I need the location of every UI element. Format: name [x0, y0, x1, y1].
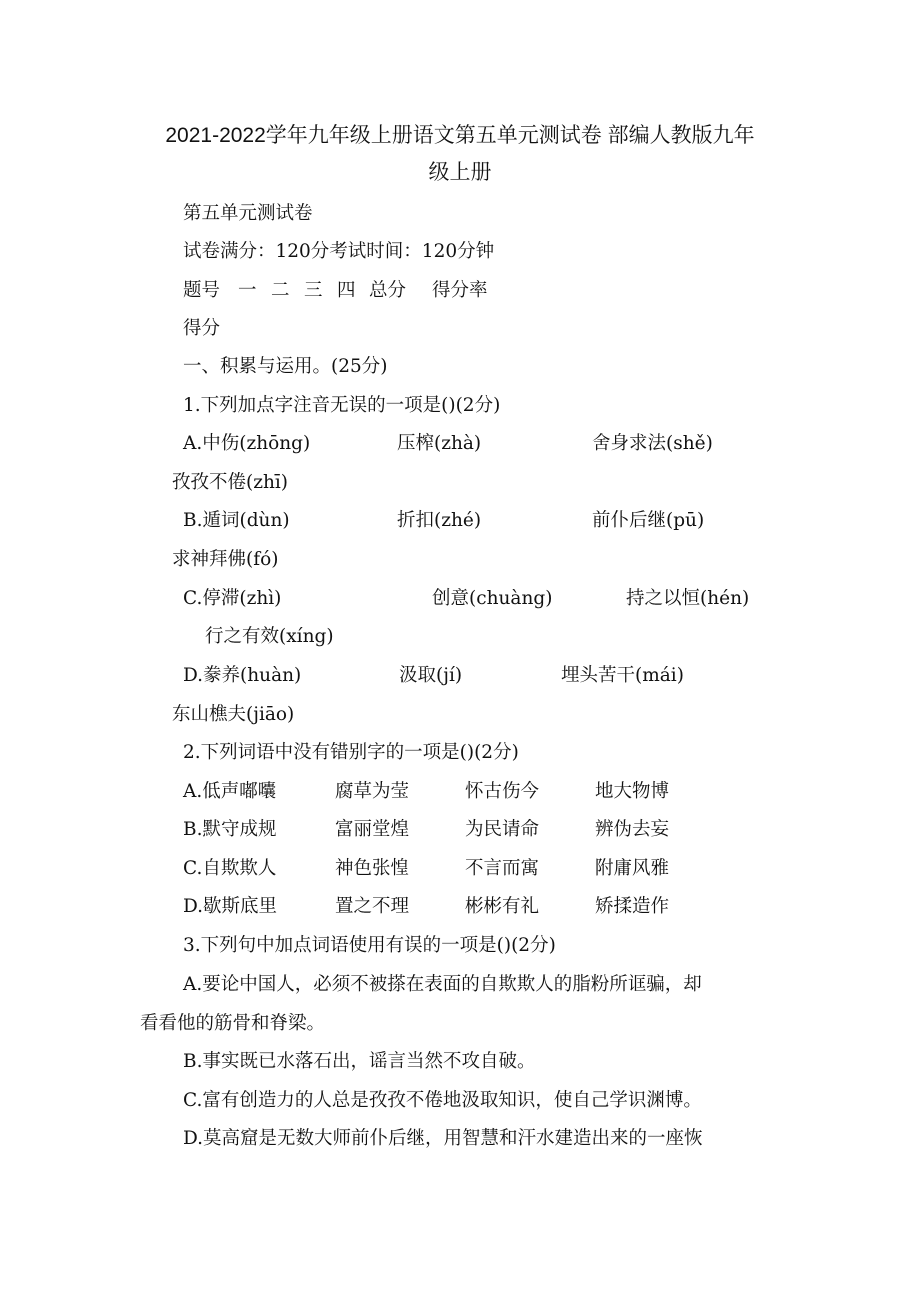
question-1-option-a — [183, 430, 783, 458]
section-1-heading: 一、积累与运用。(25分) — [183, 356, 388, 377]
option-item: 压榨(zhà) — [397, 433, 482, 454]
option-item: A.低声嘟囔 — [183, 781, 277, 802]
option-item: 创意(chuàng) — [432, 588, 553, 609]
option-item: D.歇斯底里 — [183, 896, 278, 917]
score-table-row: 得分 — [183, 318, 221, 339]
question-3-option-c: C.富有创造力的人总是孜孜不倦地汲取知识，使自己学识渊博。 — [183, 1090, 702, 1111]
question-1-option-a-cont: 孜孜不倦(zhī) — [172, 472, 289, 493]
option-item: 腐草为莹 — [335, 781, 410, 802]
document-title-line-2: 级上册 — [428, 161, 492, 184]
score-header-cell: 题号 — [183, 280, 221, 301]
question-1-option-c-cont: 行之有效(xíng) — [205, 626, 334, 647]
score-header-cell: 得分率 — [432, 280, 488, 301]
question-2-option-b — [183, 816, 743, 844]
question-1-option-c — [183, 585, 823, 613]
option-item: C.自欺欺人 — [183, 858, 277, 879]
option-item: 富丽堂煌 — [335, 819, 410, 840]
option-item: 怀古伤今 — [465, 781, 540, 802]
score-table-header — [183, 277, 523, 305]
option-item: 矫揉造作 — [595, 896, 670, 917]
question-3-stem: 3.下列句中加点词语使用有误的一项是()(2分) — [183, 935, 556, 956]
option-item: C.停滞(zhì) — [183, 588, 282, 609]
document-title-line-1: 2021-2022学年九年级上册语文第五单元测试卷 部编人教版九年 — [165, 124, 755, 147]
question-2-option-a — [183, 778, 743, 806]
score-header-cell: 一 — [238, 280, 257, 301]
option-item: 汲取(jí) — [399, 665, 463, 686]
question-1-option-b — [183, 507, 783, 535]
question-1-option-d — [183, 662, 783, 690]
score-header-cell: 四 — [337, 280, 356, 301]
question-1-option-d-cont: 东山樵夫(jiāo) — [172, 704, 295, 725]
question-2-option-c — [183, 855, 743, 883]
option-item: B.默守成规 — [183, 819, 277, 840]
score-header-cell: 总分 — [369, 280, 407, 301]
question-3-option-a: A.要论中国人，必须不被搽在表面的自欺欺人的脂粉所诓骗，却 — [183, 974, 702, 995]
question-3-option-a-cont: 看看他的筋骨和脊梁。 — [140, 1013, 326, 1034]
option-item: 附庸风雅 — [595, 858, 670, 879]
option-item: D.豢养(huàn) — [183, 665, 302, 686]
unit-title: 第五单元测试卷 — [183, 203, 313, 224]
question-2-option-d — [183, 893, 743, 921]
question-1-stem: 1.下列加点字注音无误的一项是()(2分) — [183, 395, 501, 416]
option-item: 前仆后继(pū) — [592, 510, 705, 531]
option-item: 神色张惶 — [335, 858, 410, 879]
option-item: A.中伤(zhōng) — [183, 433, 311, 454]
option-item: 埋头苦干(mái) — [561, 665, 684, 686]
exam-info: 试卷满分：120分考试时间：120分钟 — [183, 241, 495, 262]
option-item: B.遁词(dùn) — [183, 510, 290, 531]
option-item: 为民请命 — [465, 819, 540, 840]
question-1-option-b-cont: 求神拜佛(fó) — [172, 549, 279, 570]
option-item: 折扣(zhé) — [397, 510, 482, 531]
option-item: 彬彬有礼 — [465, 896, 540, 917]
option-item: 地大物博 — [595, 781, 670, 802]
option-item: 置之不理 — [335, 896, 410, 917]
option-item: 持之以恒(hén) — [626, 588, 750, 609]
question-3-option-b: B.事实既已水落石出，谣言当然不攻自破。 — [183, 1051, 536, 1072]
option-item: 辨伪去妄 — [595, 819, 670, 840]
question-3-option-d: D.莫高窟是无数大师前仆后继，用智慧和汗水建造出来的一座恢 — [183, 1128, 703, 1149]
score-header-cell: 三 — [304, 280, 323, 301]
option-item: 舍身求法(shě) — [592, 433, 713, 454]
option-item: 不言而寓 — [465, 858, 540, 879]
question-2-stem: 2.下列词语中没有错别字的一项是()(2分) — [183, 742, 519, 763]
score-header-cell: 二 — [271, 280, 290, 301]
